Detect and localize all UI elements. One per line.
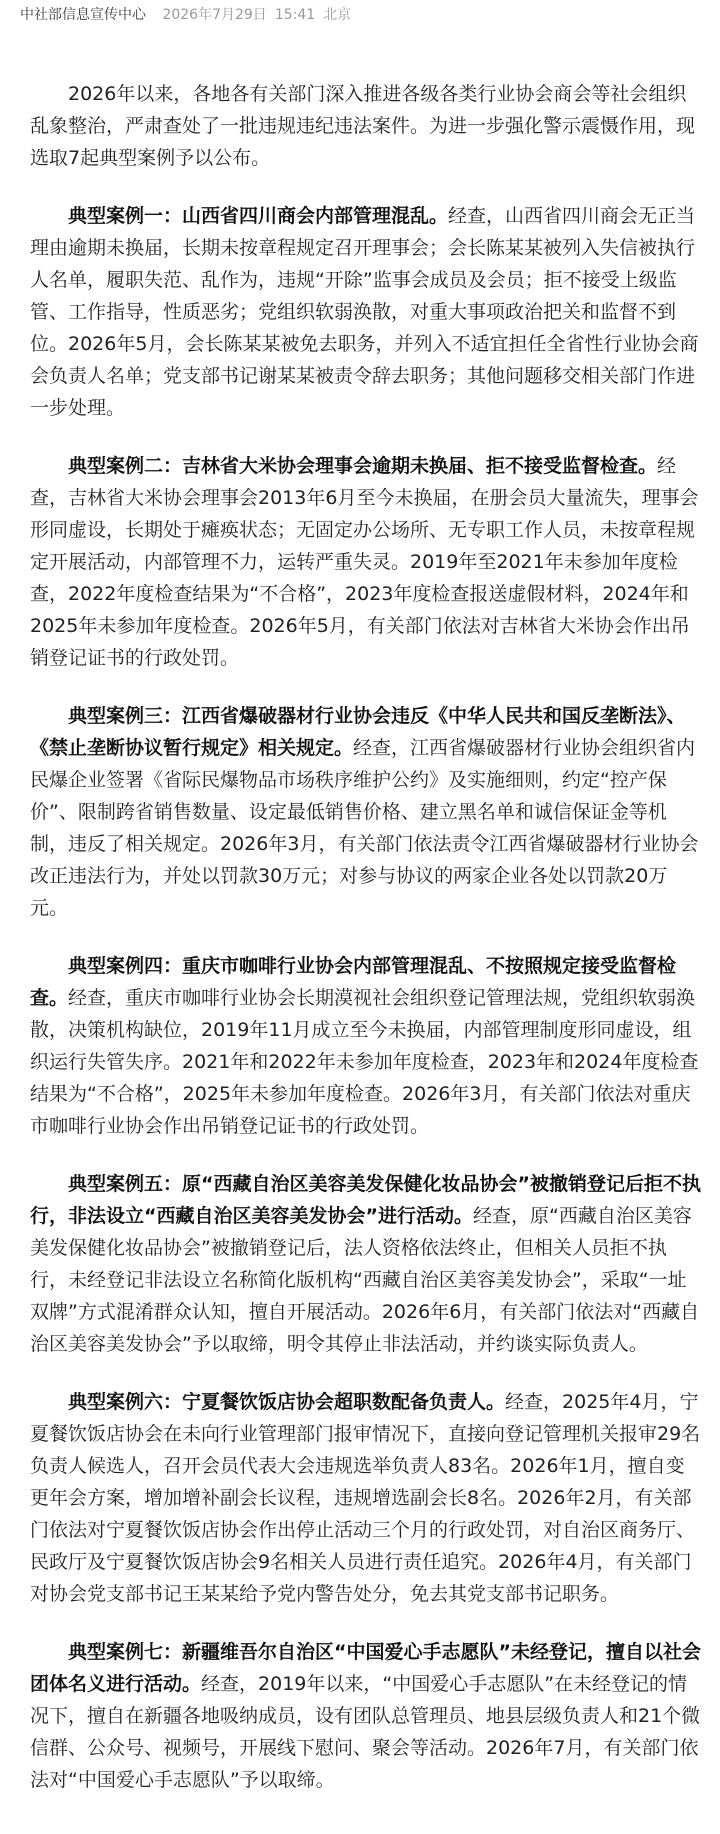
source-label[interactable]: 中社部信息宣传中心 <box>20 7 146 23</box>
case-paragraph-2 <box>30 450 702 674</box>
case-paragraph-6 <box>30 1386 702 1610</box>
publish-date: 2026年7月29日 <box>162 7 267 23</box>
article-body <box>30 78 702 1796</box>
case-body-6: 经查，2025年4月，宁夏餐饮饭店协会在未向行业管理部门报审情况下，直接向登记管理机关报审29名负责人候选人，召开会员代表大会违规选举负责人83名。2026年1月，擅自变更年会方案，增加增补副会长议程，违规增选副会长8名。2026年2月，有关部门依法对宁夏餐饮饭店协会作出停止活动三个月的行政处罚，对自治区商务厅、民政厅及宁夏餐饮饭店协会9名相关人员进行责任追究。2026年4月，有关部门对协会党支部书记王某某给予党内警告处分，免去其党支部书记职务。 <box>30 1391 701 1605</box>
case-title-1: 典型案例一：山西省四川商会内部管理混乱。 <box>68 205 449 227</box>
case-title-5: 典型案例五：原“西藏自治区美容美发保健化妆品协会”被撤销登记后拒不执行，非法设立“西藏自治区美容美发协会”进行活动。 <box>30 1173 701 1227</box>
case-body-2: 经查，吉林省大米协会理事会2013年6月至今未换届，在册会员大量流失，理事会形同虚设，长期处于瘫痪状态；无固定办公场所、无专职工作人员，未按章程规定开展活动，内部管理不力，运转严重失灵。2019年至2021年未参加年度检查，2022年度检查结果为“不合格”，2023年度检查报送虚假材料，2024年和2025年未参加年度检查。2026年5月，有关部门依法对吉林省大米协会作出吊销登记证书的行政处罚。 <box>30 455 699 669</box>
case-title-4: 典型案例四：重庆市咖啡行业协会内部管理混乱、不按照规定接受监督检查。 <box>30 955 677 1009</box>
case-paragraph-5 <box>30 1168 702 1360</box>
case-body-1: 经查，山西省四川商会无正当理由逾期未换届，长期未按章程规定召开理事会；会长陈某某被列入失信被执行人名单，履职失范、乱作为，违规“开除”监事会成员及会员；拒不接受上级监管、工作指导，性质恶劣；党组织软弱涣散，对重大事项政治把关和监督不到位。2026年5月，会长陈某某被免去职务，并列入不适宜担任全省性行业协会商会负责人名单；党支部书记谢某某被责令辞去职务；其他问题移交相关部门作进一步处理。 <box>30 205 699 419</box>
case-title-2: 典型案例二：吉林省大米协会理事会逾期未换届、拒不接受监督检查。 <box>68 455 658 477</box>
publish-location: 北京 <box>323 7 352 23</box>
case-paragraph-1 <box>30 200 702 424</box>
case-body-4: 经查，重庆市咖啡行业协会长期漠视社会组织登记管理法规，党组织软弱涣散，决策机构缺位，2019年11月成立至今未换届，内部管理制度形同虚设，组织运行失管失序。2021年和2022年未参加年度检查，2023年和2024年度检查结果为“不合格”，2025年未参加年度检查。2026年3月，有关部门依法对重庆市咖啡行业协会作出吊销登记证书的行政处罚。 <box>30 987 699 1137</box>
publish-time: 15:41 <box>274 7 316 23</box>
case-paragraph-4 <box>30 950 702 1142</box>
article-meta-header <box>0 0 720 30</box>
case-paragraph-7 <box>30 1636 702 1796</box>
case-body-5: 经查，原“西藏自治区美容美发保健化妆品协会”被撤销登记后，法人资格依法终止，但相关人员拒不执行，未经登记非法设立名称简化版机构“西藏自治区美容美发协会”，采取“一址双牌”方式混淆群众认知，擅自开展活动。2026年6月，有关部门依法对“西藏自治区美容美发协会”予以取缔，明令其停止非法活动，并约谈实际负责人。 <box>30 1205 700 1355</box>
case-title-7: 典型案例七：新疆维吾尔自治区“中国爱心手志愿队”未经登记，擅自以社会团体名义进行活动。 <box>30 1641 701 1695</box>
publish-meta <box>162 7 351 23</box>
intro-paragraph: 2026年以来，各地各有关部门深入推进各级各类行业协会商会等社会组织乱象整治，严肃查处了一批违规违纪违法案件。为进一步强化警示震慑作用，现选取7起典型案例予以公布。 <box>30 83 696 169</box>
case-title-6: 典型案例六：宁夏餐饮饭店协会超职数配备负责人。 <box>68 1391 506 1413</box>
case-body-3: 经查，江西省爆破器材行业协会组织省内民爆企业签署《省际民爆物品市场秩序维护公约》及实施细则，约定“控产保价”、限制跨省销售数量、设定最低销售价格、建立黑名单和诚信保证金等机制，违反了相关规定。2026年3月，有关部门依法责令江西省爆破器材行业协会改正违法行为，并处以罚款30万元；对参与协议的两家企业各处以罚款20万元。 <box>30 737 699 919</box>
case-paragraph-3 <box>30 700 702 924</box>
case-body-7: 经查，2019年以来，“中国爱心手志愿队”在未经登记的情况下，擅自在新疆各地吸纳成员，设有团队总管理员、地县层级负责人和21个微信群、公众号、视频号，开展线下慰问、聚会等活动。2026年7月，有关部门依法对“中国爱心手志愿队”予以取缔。 <box>30 1673 701 1791</box>
case-title-3: 典型案例三：江西省爆破器材行业协会违反《中华人民共和国反垄断法》、《禁止垄断协议暂行规定》相关规定。 <box>30 705 686 759</box>
